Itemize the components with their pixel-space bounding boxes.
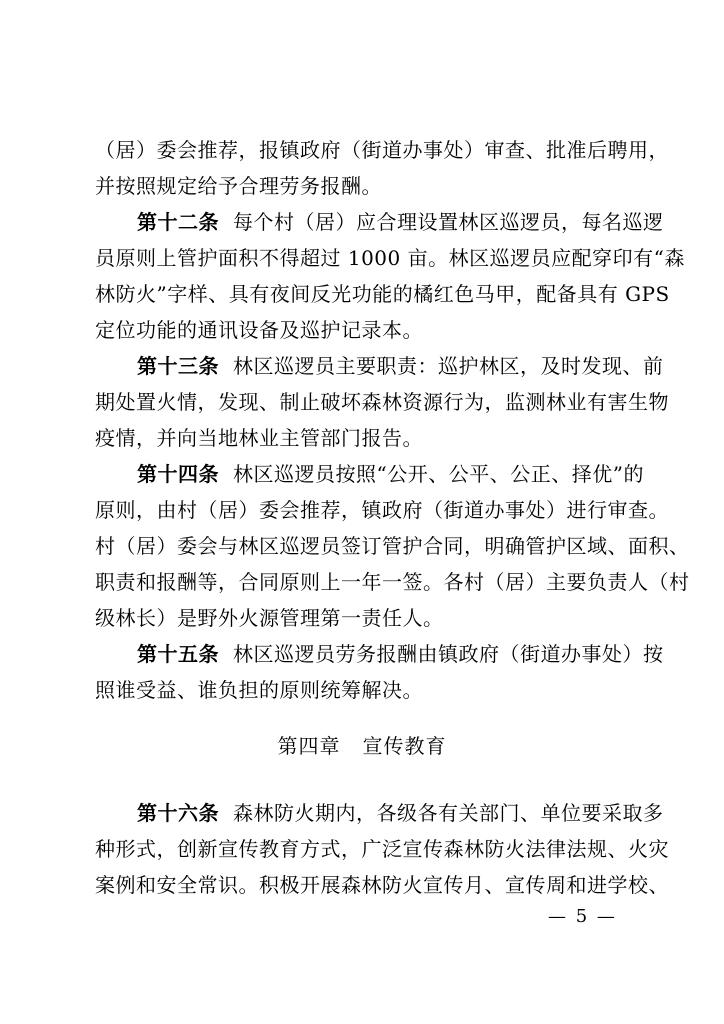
chapter-title: 宣传教育	[362, 734, 447, 758]
article-13-line	[95, 348, 664, 384]
paragraph-line: 员原则上管护面积不得超过 1000 亩。林区巡逻员应配穿印有“森	[95, 246, 685, 270]
paragraph-line: 照谁受益、谁负担的原则统筹解决。	[95, 678, 423, 702]
paragraph-line: 级林长）是野外火源管理第一责任人。	[95, 606, 444, 630]
chapter-number: 第四章	[277, 734, 341, 758]
paragraph-line: 定位功能的通讯设备及巡护记录本。	[95, 318, 423, 342]
paragraph-line: 村（居）委会与林区巡逻员签订管护合同，明确管护区域、面积、	[95, 534, 690, 558]
paragraph-line: 原则，由村（居）委会推荐，镇政府（街道办事处）进行审查。	[95, 498, 669, 522]
article-12-heading: 第十二条	[137, 210, 219, 234]
article-14-line	[95, 456, 644, 492]
article-16-heading: 第十六条	[137, 801, 219, 825]
article-13-heading: 第十三条	[137, 354, 219, 378]
paragraph-text: 森林防火期内，各级各有关部门、单位要采取多	[233, 801, 664, 825]
paragraph-text: 林区巡逻员按照“公开、公平、公正、择优”的	[233, 462, 644, 486]
paragraph-line: 职责和报酬等，合同原则上一年一签。各村（居）主要负责人（村	[95, 570, 690, 594]
paragraph-line: 林防火”字样、具有夜间反光功能的橘红色马甲，配备具有 GPS	[95, 282, 670, 306]
paragraph-text: 林区巡逻员主要职责：巡护林区，及时发现、前	[233, 354, 664, 378]
paragraph-text: 林区巡逻员劳务报酬由镇政府（街道办事处）按	[233, 642, 664, 666]
paragraph-line: 案例和安全常识。积极开展森林防火宣传月、宣传周和进学校、	[95, 873, 669, 897]
paragraph-line: （居）委会推荐，报镇政府（街道办事处）审查、批准后聘用，	[95, 138, 669, 162]
paragraph-line: 并按照规定给予合理劳务报酬。	[95, 174, 382, 198]
article-16-line	[95, 795, 664, 831]
article-15-line	[95, 636, 664, 672]
paragraph-line: 疫情，并向当地林业主管部门报告。	[95, 426, 423, 450]
article-12-line	[95, 204, 664, 240]
article-15-heading: 第十五条	[137, 642, 219, 666]
page-number: — 5 —	[548, 906, 617, 927]
article-14-heading: 第十四条	[137, 462, 219, 486]
paragraph-text: 每个村（居）应合理设置林区巡逻员，每名巡逻	[233, 210, 664, 234]
chapter-heading	[0, 728, 724, 764]
paragraph-line: 种形式，创新宣传教育方式，广泛宣传森林防火法律法规、火灾	[95, 837, 669, 861]
paragraph-line: 期处置火情，发现、制止破坏森林资源行为，监测林业有害生物	[95, 390, 669, 414]
